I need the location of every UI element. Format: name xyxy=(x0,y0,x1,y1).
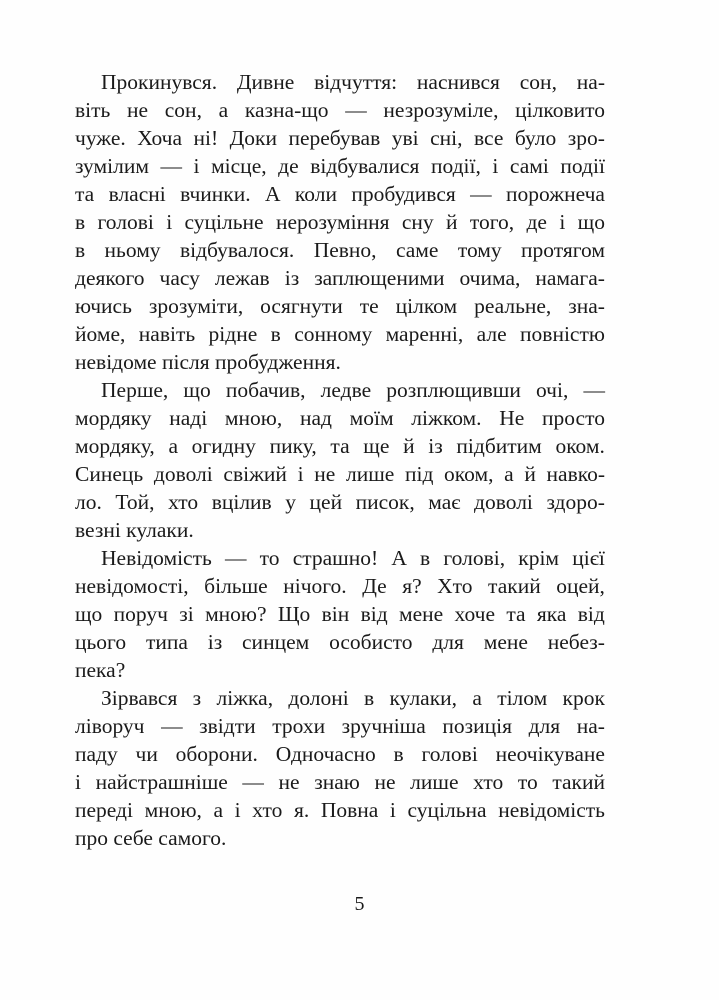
word: що xyxy=(75,602,103,626)
word: просто xyxy=(542,406,605,430)
word: лише xyxy=(410,770,459,794)
word: на- xyxy=(576,70,605,94)
word: паду xyxy=(75,742,118,766)
word: над xyxy=(299,406,332,430)
word: розплющивши xyxy=(386,378,521,402)
word: для xyxy=(528,714,561,738)
word: то xyxy=(517,770,538,794)
word: поруч xyxy=(113,602,168,626)
body-text-column xyxy=(75,68,605,852)
word: такий xyxy=(552,770,605,794)
word: в xyxy=(393,742,404,766)
word: заплющеними xyxy=(314,266,445,290)
word: А xyxy=(391,546,407,570)
word: сонному xyxy=(294,322,373,346)
word: — xyxy=(160,154,182,178)
word: рідне xyxy=(208,322,258,346)
word: ло. xyxy=(75,490,102,514)
word: оборони. xyxy=(175,742,258,766)
word: ще xyxy=(363,434,390,458)
word: Одночасно xyxy=(275,742,376,766)
word: підбитим xyxy=(456,434,542,458)
word: перебував xyxy=(288,126,381,150)
word: мною, xyxy=(144,798,202,822)
word: Перше, xyxy=(101,378,169,402)
word: коли xyxy=(294,182,337,206)
word: відбувалися xyxy=(310,154,420,178)
text-line xyxy=(75,684,605,712)
word: мордяку, xyxy=(75,434,155,458)
word: місце, xyxy=(211,154,267,178)
word: протягом xyxy=(521,238,605,262)
word: але xyxy=(476,322,507,346)
word: такий xyxy=(488,574,541,598)
word: в xyxy=(364,686,375,710)
word: порожнеча xyxy=(506,182,605,206)
text-line xyxy=(75,152,605,180)
text-line xyxy=(75,320,605,348)
word: із xyxy=(428,434,443,458)
word: і xyxy=(234,798,241,822)
word: саме xyxy=(395,238,439,262)
word: та xyxy=(506,602,526,626)
word: не xyxy=(374,770,396,794)
word: не xyxy=(127,98,149,122)
word: позиція xyxy=(442,714,512,738)
paragraph xyxy=(75,544,605,684)
text-line xyxy=(75,376,605,404)
word: суцільна xyxy=(407,798,487,822)
word: та xyxy=(75,182,95,206)
word: небез- xyxy=(547,630,605,654)
word: часу xyxy=(159,266,200,290)
word: мною, xyxy=(224,406,283,430)
word: вчинки. xyxy=(180,182,251,206)
word: для xyxy=(432,630,464,654)
word: звідти xyxy=(199,714,256,738)
text-line: везні кулаки. xyxy=(75,518,194,542)
word: під xyxy=(404,462,434,486)
word: віть xyxy=(75,98,111,122)
word: зна- xyxy=(568,294,605,318)
paragraph xyxy=(75,684,605,852)
word: ліворуч xyxy=(75,714,145,738)
word: цілком xyxy=(395,294,458,318)
text-line xyxy=(75,768,605,796)
word: голові xyxy=(421,742,478,766)
word: огидну xyxy=(191,434,256,458)
word: сон, xyxy=(519,70,557,94)
word: тому xyxy=(457,238,502,262)
word: суцільне xyxy=(184,210,264,234)
word: відбувалося. xyxy=(179,238,295,262)
word: ліжка, xyxy=(216,686,274,710)
word: очі, xyxy=(535,378,569,402)
word: — xyxy=(242,770,264,794)
word: зі xyxy=(179,602,194,626)
word: Певно, xyxy=(313,238,377,262)
word: деякого xyxy=(75,266,145,290)
word: з xyxy=(192,686,202,710)
word: тілом xyxy=(497,686,548,710)
word: цілковито xyxy=(515,98,605,122)
word: я. xyxy=(293,798,310,822)
word: нерозуміння xyxy=(275,210,390,234)
word: невідомості, xyxy=(75,574,189,598)
word: лише xyxy=(345,462,395,486)
word: мене xyxy=(399,602,444,626)
word: переді xyxy=(75,798,133,822)
word: не xyxy=(314,462,336,486)
word: намага- xyxy=(535,266,605,290)
word: знаю xyxy=(314,770,360,794)
word: вцілив xyxy=(211,490,272,514)
word: із xyxy=(207,630,223,654)
word: на- xyxy=(576,714,605,738)
word: Зірвався xyxy=(101,686,178,710)
word: цього xyxy=(75,630,127,654)
text-line xyxy=(75,572,605,600)
word: особисто xyxy=(329,630,413,654)
word: реальне, xyxy=(474,294,552,318)
text-line xyxy=(75,460,605,488)
word: пику, xyxy=(269,434,317,458)
word: доволі xyxy=(474,490,533,514)
word: Хоча xyxy=(137,126,182,150)
word: і xyxy=(166,210,173,234)
word: Не xyxy=(499,406,525,430)
word: власні xyxy=(108,182,166,206)
word: мордяку xyxy=(75,406,152,430)
text-line xyxy=(75,796,605,824)
word: в xyxy=(420,546,431,570)
word: цей xyxy=(309,490,343,514)
word: відчуття: xyxy=(314,70,398,94)
word: Доки xyxy=(229,126,277,150)
word: синцем xyxy=(242,630,310,654)
word: типа xyxy=(145,630,188,654)
word: те xyxy=(359,294,379,318)
paragraph xyxy=(75,68,605,376)
word: а xyxy=(472,686,482,710)
word: що xyxy=(577,210,605,234)
word: — xyxy=(161,714,183,738)
word: Що xyxy=(277,602,311,626)
text-line xyxy=(75,292,605,320)
word: у xyxy=(285,490,296,514)
word: писок, xyxy=(355,490,415,514)
word: йоме, xyxy=(75,322,126,346)
word: казна-що xyxy=(244,98,329,122)
word: сні, xyxy=(430,126,463,150)
word: трохи xyxy=(272,714,326,738)
word: неочікуване xyxy=(495,742,605,766)
word: зро- xyxy=(567,126,605,150)
word: свіжий xyxy=(223,462,287,486)
word: — xyxy=(224,546,247,570)
word: все xyxy=(473,126,504,150)
word: чи xyxy=(135,742,158,766)
word: Хто xyxy=(437,574,473,598)
word: зрозуміти, xyxy=(148,294,244,318)
word: а xyxy=(168,434,178,458)
word: а xyxy=(504,462,514,486)
word: здоро- xyxy=(546,490,605,514)
word: моїм xyxy=(349,406,394,430)
word: й xyxy=(403,434,415,458)
text-line xyxy=(75,432,605,460)
word: і xyxy=(559,210,566,234)
word: — xyxy=(345,98,367,122)
word: зумілим xyxy=(75,154,149,178)
word: мною? xyxy=(205,602,267,626)
word: А xyxy=(264,182,281,206)
word: хоче xyxy=(454,602,496,626)
word: і xyxy=(193,154,200,178)
word: — xyxy=(470,182,492,206)
word: Дивне xyxy=(236,70,295,94)
word: і xyxy=(492,154,499,178)
word: самі xyxy=(509,154,549,178)
word: зручніша xyxy=(341,714,426,738)
word: очима, xyxy=(459,266,521,290)
text-line xyxy=(75,544,605,572)
text-line xyxy=(75,180,605,208)
text-line xyxy=(75,628,605,656)
word: ліжком. xyxy=(411,406,482,430)
word: події, xyxy=(430,154,481,178)
word: долоні xyxy=(288,686,349,710)
word: оком. xyxy=(555,434,605,458)
word: незрозуміле, xyxy=(383,98,499,122)
word: Повна xyxy=(320,798,379,822)
word: яка xyxy=(536,602,567,626)
word: події xyxy=(560,154,605,178)
word: цієї xyxy=(572,546,605,570)
word: наді xyxy=(169,406,208,430)
word: Невідомість xyxy=(101,546,212,570)
word: наснився xyxy=(416,70,500,94)
word: із xyxy=(284,266,300,290)
word: того, xyxy=(469,210,515,234)
word: невідомість xyxy=(498,798,605,822)
word: та xyxy=(330,434,350,458)
word: сон, xyxy=(164,98,202,122)
word: від xyxy=(360,602,388,626)
word: навко- xyxy=(546,462,605,486)
word: він xyxy=(321,602,350,626)
text-line xyxy=(75,404,605,432)
word: то xyxy=(259,546,280,570)
word: доволі xyxy=(153,462,213,486)
word: крок xyxy=(562,686,605,710)
text-line xyxy=(75,264,605,292)
word: хто xyxy=(252,798,283,822)
word: більше xyxy=(204,574,268,598)
word: від xyxy=(577,602,605,626)
word: оцей, xyxy=(556,574,605,598)
word: Той, xyxy=(115,490,155,514)
text-line xyxy=(75,124,605,152)
text-line xyxy=(75,68,605,96)
text-line xyxy=(75,208,605,236)
word: було xyxy=(514,126,557,150)
word: має xyxy=(428,490,461,514)
word: Де xyxy=(362,574,387,598)
word: й xyxy=(446,210,458,234)
word: уві xyxy=(391,126,419,150)
word: сну xyxy=(401,210,434,234)
word: ледве xyxy=(320,378,372,402)
word: в xyxy=(75,210,86,234)
word: де xyxy=(526,210,547,234)
word: а xyxy=(213,798,224,822)
word: повністю xyxy=(520,322,605,346)
word: маренні, xyxy=(385,322,464,346)
word: Синець xyxy=(75,462,144,486)
word: що xyxy=(183,378,211,402)
word: голові xyxy=(97,210,154,234)
word: кулаки, xyxy=(389,686,458,710)
word: а xyxy=(218,98,229,122)
word: ючись xyxy=(75,294,132,318)
word: я? xyxy=(402,574,422,598)
word: хто xyxy=(473,770,504,794)
text-line xyxy=(75,600,605,628)
word: і xyxy=(75,770,81,794)
word: в xyxy=(270,322,281,346)
word: — xyxy=(583,378,605,402)
text-line xyxy=(75,712,605,740)
word: й xyxy=(524,462,536,486)
word: ні! xyxy=(193,126,219,150)
word: навіть xyxy=(138,322,196,346)
word: найстрашніше xyxy=(95,770,228,794)
word: мене xyxy=(483,630,528,654)
paragraph xyxy=(75,376,605,544)
word: Прокинувся. xyxy=(101,70,218,94)
word: і xyxy=(389,798,396,822)
word: голові, xyxy=(443,546,506,570)
word: не xyxy=(278,770,300,794)
word: страшно! xyxy=(292,546,379,570)
word: ньому xyxy=(104,238,161,262)
word: де xyxy=(278,154,299,178)
word: нічого. xyxy=(283,574,347,598)
word: крім xyxy=(518,546,560,570)
word: оком, xyxy=(444,462,494,486)
word: в xyxy=(75,238,86,262)
word: побачив, xyxy=(225,378,306,402)
word: і xyxy=(297,462,304,486)
text-line: пека? xyxy=(75,658,126,682)
text-line xyxy=(75,488,605,516)
word: осягнути xyxy=(260,294,343,318)
word: чуже. xyxy=(75,126,126,150)
text-line xyxy=(75,740,605,768)
word: пробудився xyxy=(351,182,456,206)
page-number: 5 xyxy=(354,893,365,915)
word: лежав xyxy=(214,266,270,290)
word: хто xyxy=(168,490,199,514)
text-line xyxy=(75,236,605,264)
text-line xyxy=(75,96,605,124)
text-line: невідоме після пробудження. xyxy=(75,350,341,374)
text-line: про себе самого. xyxy=(75,826,227,850)
